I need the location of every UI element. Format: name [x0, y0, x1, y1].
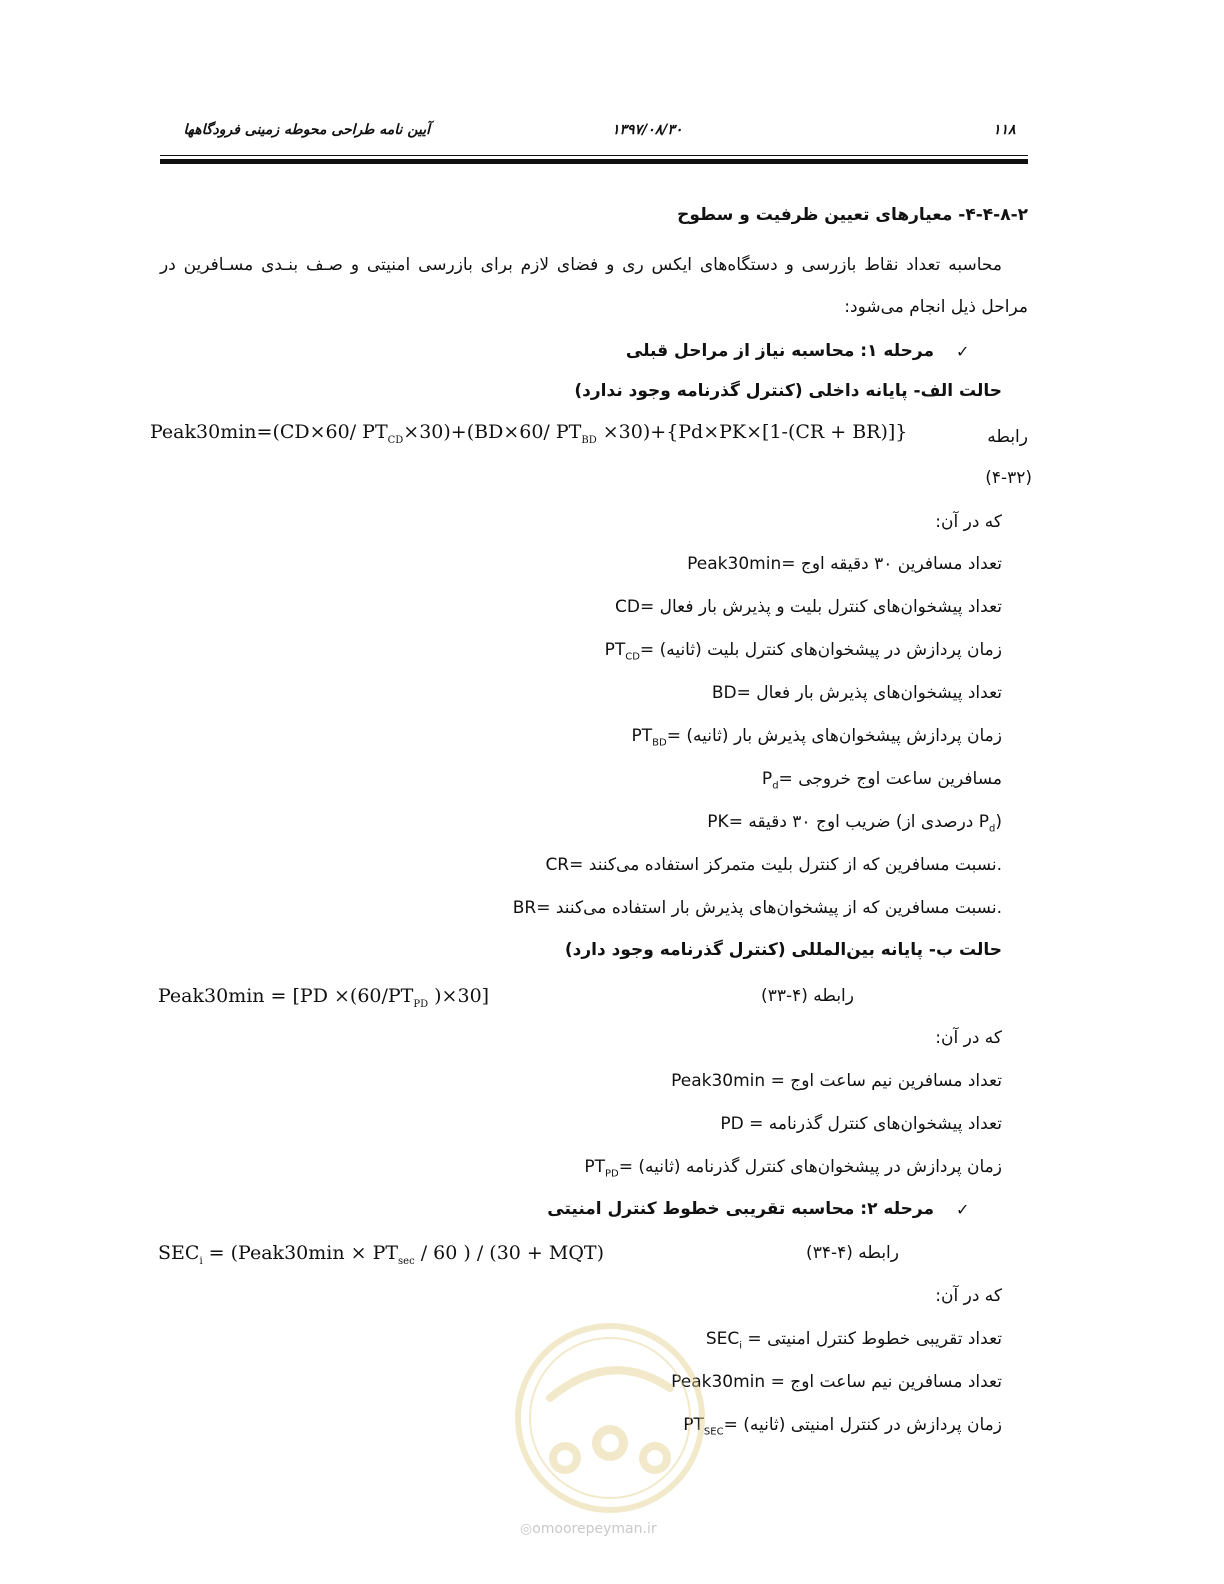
- formula-part: / 60 ) / (30 + MQT): [414, 1242, 604, 1264]
- definition-symbol: CD: [614, 597, 640, 617]
- definition-symbol: Peak30min: [671, 1071, 766, 1091]
- globe-icon: ◎: [520, 1521, 533, 1537]
- step1-label: مرحله ۱: محاسبه نیاز از مراحل قبلی: [625, 341, 934, 361]
- definition-symbol: PT: [631, 726, 653, 746]
- relation-label: رابطه: [987, 427, 1028, 447]
- section-heading: ۴-۴-۸-۲- معیارهای تعیین ظرفیت و سطوح: [677, 205, 1028, 225]
- definition-row: [584, 1157, 1002, 1179]
- definition-row: [687, 554, 1002, 574]
- where-label: که در آن:: [935, 512, 1002, 532]
- definition-symbol: BD: [711, 683, 737, 703]
- definition-text: = تعداد مسافرین نیم ساعت اوج: [765, 1071, 1002, 1091]
- definition-text: = زمان پردازش در پیشخوان‌های کنترل گذرنامه (ثانیه): [618, 1157, 1002, 1177]
- header-rule-thick: [160, 159, 1028, 164]
- formula-part: Peak30min = [PD ×(60/PT: [158, 985, 414, 1007]
- header-rule-thin: [160, 155, 1028, 156]
- definition-row: [683, 1415, 1002, 1437]
- formula-sub: i: [199, 1255, 203, 1267]
- where-label-b: که در آن:: [935, 1028, 1002, 1048]
- definition-symbol-sub: CD: [625, 651, 640, 663]
- definition-text: = نسبت مسافرین که از کنترل بلیت متمرکز استفاده می‌کنند.: [569, 855, 1002, 875]
- definition-row: [632, 726, 1002, 748]
- definition-text: = تعداد تقریبی خطوط کنترل امنیتی: [742, 1329, 1002, 1349]
- definition-symbol: BR: [512, 898, 537, 918]
- definition-tail: ): [995, 812, 1002, 832]
- definition-text: = زمان پردازش پیشخوان‌های پذیرش بار (ثانیه): [666, 726, 1002, 746]
- definition-text: = تعداد پیشخوان‌های پذیرش بار فعال: [736, 683, 1002, 703]
- formula-part: ×30)+(BD×60/ PT: [403, 421, 582, 443]
- definition-symbol: PT: [584, 1157, 606, 1177]
- definition-symbol: PT: [683, 1415, 704, 1435]
- definition-row: [513, 898, 1002, 918]
- formula-peak30-domestic: [150, 421, 907, 446]
- header-title: آیین نامه طراحی محوطه زمینی فرودگاهها: [183, 122, 430, 138]
- definition-text: = تعداد پیشخوان‌های کنترل بلیت و پذیرش بار فعال: [639, 597, 1002, 617]
- intro-line-2: مراحل ذیل انجام می‌شود:: [844, 297, 1028, 317]
- watermark-url-text: omoorepeyman.ir: [532, 1521, 657, 1537]
- definition-symbol-sub: PD: [605, 1168, 619, 1180]
- definition-row: [545, 855, 1002, 875]
- definition-row: [712, 683, 1002, 703]
- formula-sub: CD: [387, 434, 404, 446]
- formula-sub: PD: [413, 998, 429, 1010]
- definition-text: = نسبت مسافرین که از پیشخوان‌های پذیرش بار استفاده می‌کنند.: [536, 898, 1002, 918]
- formula-part: Peak30min=(CD×60/ PT: [150, 421, 388, 443]
- formula-part: )×30]: [428, 985, 490, 1007]
- definition-symbol: Peak30min: [671, 1372, 766, 1392]
- intro-line-1: محاسبه تعداد نقاط بازرسی و دستگاه‌های ایکس ری و فضای لازم برای بازرسی امنیتی و صـف بنـدی مسـافرین در: [160, 255, 1002, 275]
- definition-symbol: P: [761, 769, 773, 789]
- definition-symbol-sub: i: [739, 1340, 742, 1352]
- definition-text: = ضریب اوج ۳۰ دقیقه (درصدی از P: [728, 812, 989, 832]
- definition-text: = زمان پردازش در کنترل امنیتی (ثانیه): [723, 1415, 1002, 1435]
- definition-row: [720, 1114, 1002, 1134]
- definition-row: [671, 1071, 1002, 1091]
- definition-text: = تعداد پیشخوان‌های کنترل گذرنامه: [743, 1114, 1002, 1134]
- formula-part: SEC: [158, 1242, 200, 1264]
- where-label-c: که در آن:: [935, 1286, 1002, 1306]
- definition-symbol: CR: [545, 855, 570, 875]
- definition-text: = تعداد مسافرین ۳۰ دقیقه اوج: [781, 554, 1002, 574]
- definition-symbol: PD: [720, 1114, 744, 1134]
- definition-row: [762, 769, 1002, 791]
- formula-sec-lines: [158, 1242, 604, 1267]
- definition-text: = مسافرین ساعت اوج خروجی: [778, 769, 1002, 789]
- definition-symbol-sub: SEC: [703, 1426, 724, 1438]
- definition-row: [707, 812, 1002, 834]
- case-b-title: حالت ب- پایانه بین‌المللی (کنترل گذرنامه وجود دارد): [564, 940, 1002, 960]
- formula-part: = (Peak30min × PT: [202, 1242, 399, 1264]
- definition-symbol: PT: [604, 640, 626, 660]
- checkmark-icon: ✓: [956, 1200, 970, 1219]
- watermark-url: [520, 1521, 657, 1537]
- header-date: ۱۳۹۷/۰۸/۳۰: [612, 122, 683, 138]
- formula-sub: sec: [398, 1255, 415, 1267]
- relation-number: (۴-۳۲): [985, 468, 1032, 488]
- case-a-title: حالت الف- پایانه داخلی (کنترل گذرنامه وجود ندارد): [574, 381, 1002, 401]
- definition-row: [615, 597, 1002, 617]
- definition-tail-sub: d: [989, 823, 996, 835]
- definition-row: [706, 1329, 1002, 1351]
- definition-symbol-sub: BD: [652, 737, 667, 749]
- definition-symbol: PK: [707, 812, 729, 832]
- definition-text: = تعداد مسافرین نیم ساعت اوج: [765, 1372, 1002, 1392]
- formula-peak30-international: [158, 985, 489, 1010]
- definition-symbol: SEC: [705, 1329, 740, 1349]
- definition-text: = زمان پردازش در پیشخوان‌های کنترل بلیت (ثانیه): [639, 640, 1002, 660]
- definition-row: [671, 1372, 1002, 1392]
- page-number: ۱۱۸: [993, 122, 1016, 138]
- step2-label: مرحله ۲: محاسبه تقریبی خطوط کنترل امنیتی: [547, 1199, 934, 1219]
- relation-33: رابطه (۴-۳۳): [761, 986, 854, 1006]
- formula-part: ×30)+{Pd×PK×[1-(CR + BR)]}: [596, 421, 908, 443]
- watermark-logo: [510, 1318, 710, 1518]
- definition-row: [605, 640, 1002, 662]
- formula-sub: BD: [581, 434, 597, 446]
- definition-symbol: Peak30min: [687, 554, 782, 574]
- checkmark-icon: ✓: [956, 342, 970, 361]
- relation-34: رابطه (۴-۳۴): [806, 1243, 899, 1263]
- definition-symbol-sub: d: [772, 780, 779, 792]
